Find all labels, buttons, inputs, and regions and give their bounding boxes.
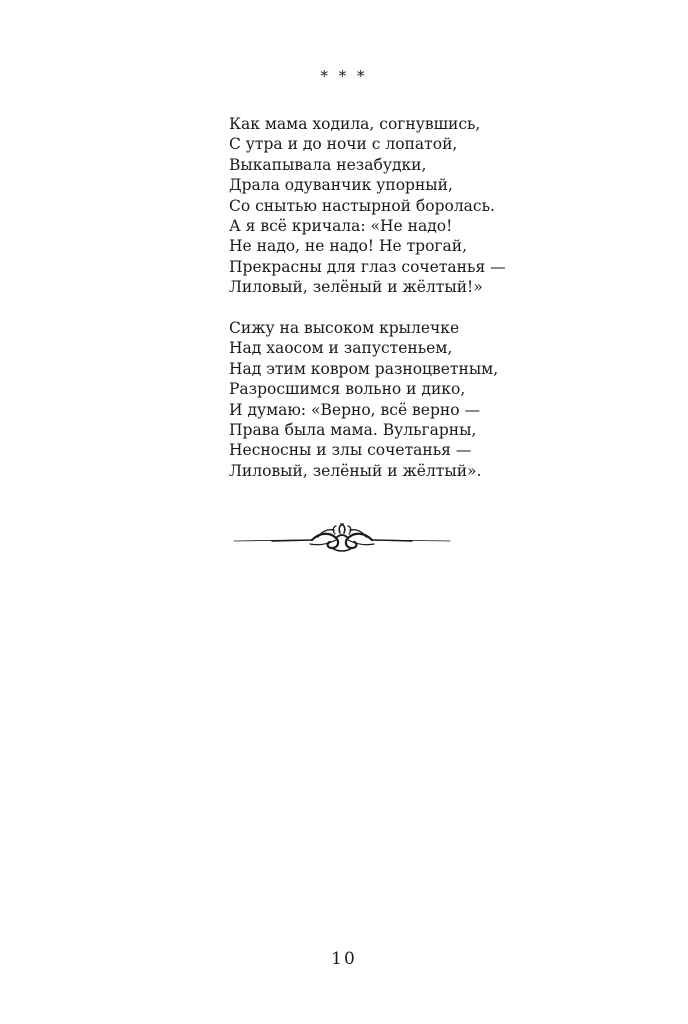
poem-line: Прекрасны для глаз сочетанья — [229,257,506,276]
poem-line: Несносны и злы сочетанья — [229,441,472,460]
poem-line: Над этим ковром разноцветным, [229,359,499,378]
poem-line: Лиловый, зелёный и жёлтый!» [229,278,483,297]
poem-line: Как мама ходила, согнувшись, [229,115,481,133]
poem-line: Со снытью настырной боролась. [229,196,495,215]
poem-line: Права была мама. Вульгарны, [229,421,477,440]
page-number: 10 [331,949,357,969]
stanza-1 [229,114,529,298]
flourish-divider-icon [232,520,452,560]
stanza-2 [229,318,529,481]
poem-line: Выкапывала незабудки, [229,155,427,174]
poem-line: А я всё кричала: «Не надо! [229,217,453,236]
poem-line: И думаю: «Верно, всё верно — [229,400,480,419]
poem-line: С утра и до ночи с лопатой, [229,135,458,154]
poem-line: Драла одуванчик упорный, [229,176,453,195]
poem-line: Разросшимся вольно и дико, [229,380,466,399]
poem-line: Сижу на высоком крылечке [229,319,460,337]
poem-line: Не надо, не надо! Не трогай, [229,237,468,256]
section-separator: * * * [320,67,368,85]
poem-line: Лиловый, зелёный и жёлтый». [229,461,482,480]
poem-line: Над хаосом и запустеньем, [229,339,453,358]
